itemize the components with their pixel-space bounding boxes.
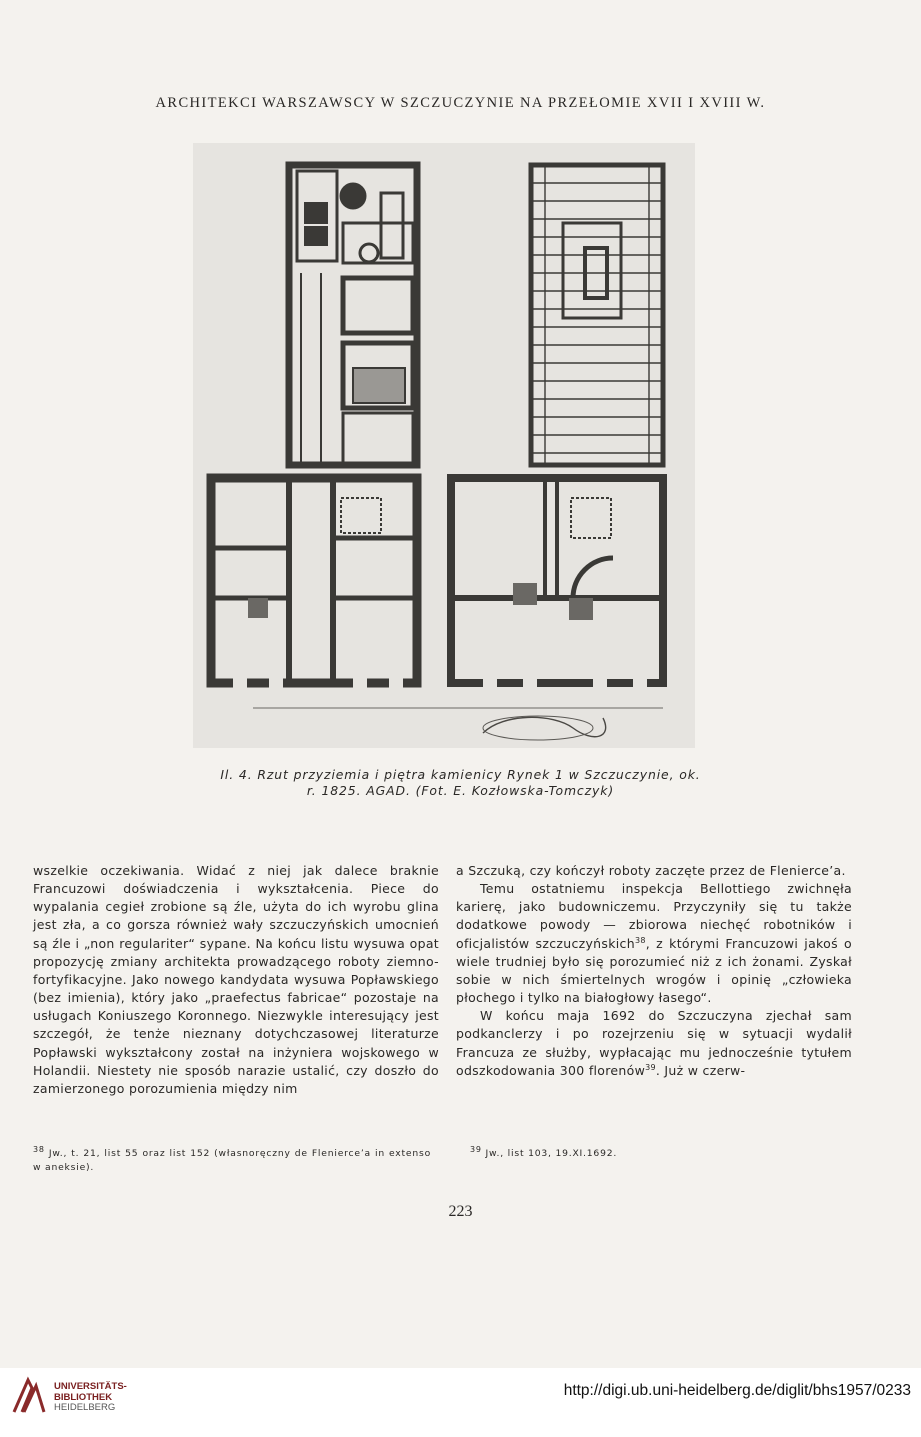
- footnote-39: [470, 1144, 850, 1161]
- footnote-text: Jw., t. 21, list 55 oraz list 152 (własnoręczny de Flenierce’a in extenso w aneksie).: [33, 1148, 431, 1173]
- caption-line-2: r. 1825. AGAD. (Fot. E. Kozłowska-Tomczyk): [306, 783, 615, 798]
- floor-plan-figure: [193, 143, 695, 748]
- library-name-line-2: BIBLIOTHEK: [54, 1391, 113, 1403]
- footnote-text: Jw., list 103, 19.XI.1692.: [485, 1148, 618, 1159]
- footnote-ref: 39: [645, 1062, 656, 1072]
- figure-caption: [150, 767, 771, 799]
- left-text-column: [33, 862, 439, 1098]
- paragraph: [456, 1007, 852, 1080]
- paragraph: wszelkie oczekiwania. Widać z niej jak dalece braknie Francuzowi doświadczenia i wykształcenia. Piece do wypalania cegieł zrobione są źle, użyta do ich wyrobu glina jest zła, a co gorsza również wały szczuczyńskich umocnień są źle i „non regulariter“ sypane. Na końcu listu wysuwa opat propozycję zmiany architekta prowadzącego roboty ziemno-fortyfikacyjne. Jako nowego kandydata wysuwa Popławskiego (bez imienia), który jako „praefectus fabricae“ pozostaje na usługach Koniuszego Koronnego. Niezwykle interesujący jest szczegół, że tenże nieznany dotychczasowej literaturze Popławski wykształcony został na inżyniera wojskowego w Holandii. Niestety nie sposób narazie ustalić, czy doszło do zamierzonego porozumienia między nim: [33, 863, 439, 1096]
- digitization-footer: [0, 1368, 921, 1437]
- library-name-line-3: HEIDELBERG: [54, 1402, 116, 1413]
- source-url-link[interactable]: http://digi.ub.uni-heidelberg.de/diglit/bhs1957/0233: [563, 1382, 911, 1399]
- running-title: ARCHITEKCI WARSZAWSCY W SZCZUCZYNIE NA PRZEŁOMIE XVII I XVIII W.: [155, 95, 766, 111]
- paragraph: a Szczuką, czy kończył roboty zaczęte przez de Flenierce’a.: [456, 863, 846, 878]
- page-number: 223: [448, 1203, 473, 1220]
- paragraph: [456, 880, 852, 1007]
- library-name-line-1: UNIVERSITÄTS-: [54, 1381, 127, 1392]
- footnote-38: [33, 1144, 431, 1174]
- footnote-ref: 38: [634, 935, 646, 945]
- footnote-marker: 38: [33, 1144, 45, 1154]
- caption-line-1: Il. 4. Rzut przyziemia i piętra kamienicy Rynek 1 w Szczuczynie, ok.: [220, 767, 701, 782]
- library-name: [54, 1382, 127, 1414]
- paragraph-text: . Już w czerw-: [655, 1062, 746, 1078]
- paragraph-text: Temu ostatniemu inspekcja Bellottiego zwichnęła karierę, jako budowniczemu. Przyczyniły się tu także dodatkowe powody — zbiorowa niechęć robotników i oficjalistów szczuczyńskich: [456, 881, 852, 951]
- paragraph-text: , z którymi Francuzowi jakoś o wiele trudniej było się porozumieć niż z ich żonami. Zyskał sobie w nich śmiertelnych wrogów i opinię „człowieka płochego i tylko na białogłowy łasego“.: [456, 935, 852, 1006]
- university-library-logo-icon: [10, 1376, 48, 1416]
- right-text-column: [456, 862, 852, 1080]
- floor-plan-drawing: [193, 143, 695, 748]
- footnote-marker: 39: [470, 1144, 482, 1154]
- paragraph-text: W końcu maja 1692 do Szczuczyna zjechał sam podkanclerzy i po rozejrzeniu się w sytuacji wydalił Francuza ze służby, wypłacając mu jednocześnie tytułem odszkodowania 300 florenów: [456, 1008, 852, 1078]
